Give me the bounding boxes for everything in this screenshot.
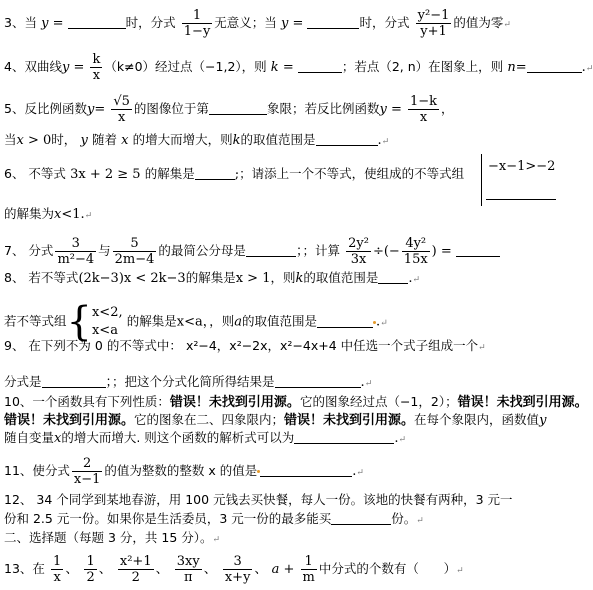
blank[interactable] <box>316 145 378 146</box>
blank[interactable] <box>331 524 391 525</box>
fraction: $\frac{\text{2y²}}{3x}$ <box>348 236 369 267</box>
blank[interactable] <box>378 283 408 284</box>
fraction: $\frac{\text{x²+1}}{2}$ <box>119 554 152 585</box>
question-6-line-2: 的解集为x<1.↵ <box>4 206 93 222</box>
blank[interactable] <box>195 179 235 180</box>
question-8-line-2: 若不等式组{ x<2, x<a 的解集是x<a，，则a的取值范围是 .↵ <box>4 299 388 345</box>
system-inequality-1: −x−1>−2 <box>488 159 556 174</box>
question-9-line-2: 分式是 ；；把这个分式化简所得结果是 .↵ <box>4 374 373 390</box>
question-13: 13、在 $\frac{1}{x}$ 、 $\frac{1}{2}$ 、 $\frac{\text{x²+1}}{2}$ 、 $\frac{3xy}{\pi}$ 、 $\frac{3}{x+y}$ 、 a + $\frac{1}{m}$ 中分式的个数有（ ）↵ <box>4 554 464 585</box>
blank[interactable] <box>527 72 582 73</box>
question-9: 9、 在下列不为 0 的不等式中： x²−4，x²−2x，x²−4x+4 中任选一个式子组成一个↵ <box>4 338 486 353</box>
question-8: 8、 若不等式(2k−3)x < 2k−3的解集是x > 1，则k的取值范围是 .↵ <box>4 270 421 286</box>
question-5: 5、反比例函数y= $\frac{√5}{x}$ 的图像位于第 象限；若反比例函数y = $\frac{1-k}{x}$ ， <box>4 94 454 125</box>
blank[interactable] <box>42 387 106 388</box>
fraction: $\frac{1}{2}$ <box>86 554 95 585</box>
question-10-line-2: 错误！未找到引用源。它的图象在二、四象限内；错误！未找到引用源。在每个象限内，函数值y <box>4 412 547 428</box>
fraction: $\frac{3}{\text{m²−4}}$ <box>57 236 95 267</box>
question-10-line-3: 随自变量x的增大而增大. 则这个函数的解析式可以为 .↵ <box>4 430 406 446</box>
question-12-line-2: 份和 2.5 元一份。如果你是生活委员，3 元一份的最多能买 份。↵ <box>4 511 424 526</box>
blank[interactable] <box>260 476 352 477</box>
blank[interactable] <box>275 387 361 388</box>
blank[interactable] <box>317 327 373 328</box>
fraction: $\frac{1}{x}$ <box>53 554 62 585</box>
fraction: $\frac{\text{y²−1}}{y+1}$ <box>417 8 450 39</box>
blank[interactable] <box>209 114 267 115</box>
inequality-system-brace <box>481 154 482 206</box>
question-6: 6、 不等式 3x + 2 ≥ 5 的解集是 ;；请添上一个不等式，使组成的不等式组 <box>4 166 465 182</box>
question-3: 3、当 y = 时，分式 $\frac{1}{1-y}$ 无意义；当 y = 时，分式 $\frac{\text{y²−1}}{y+1}$ 的值为零↵ <box>4 8 511 39</box>
question-11: 11、使分式 $\frac{2}{x-1}$ 的值为整数的整数 x 的值是 .↵ <box>4 456 364 487</box>
blank[interactable] <box>68 28 126 29</box>
fraction: $\frac{√5}{x}$ <box>113 94 130 125</box>
fraction: $\frac{\text{4y²}}{15x}$ <box>403 236 428 267</box>
blank[interactable] <box>246 256 296 257</box>
question-4: 4、双曲线y = $\frac{k}{x}$ （k≠0）经过点（−1,2），则 k = ；若点（2, n）在图象上，则 n= .↵ <box>4 52 593 83</box>
fraction: $\frac{1}{m}$ <box>302 554 315 585</box>
question-7: 7、 分式 $\frac{3}{\text{m²−4}}$ 与 $\frac{5}{2m-4}$ 的最简公分母是 ；；计算 $\frac{\text{2y²}}{3x}$ ÷(− $\frac{\text{4y²}}{15x}$ ) = <box>4 236 500 267</box>
question-10: 10、一个函数具有下列性质：错误！未找到引用源。它的图象经过点（−1，2）；错误！未找到引用源。 <box>4 394 588 410</box>
fraction: $\frac{1}{1-y}$ <box>183 8 211 39</box>
fraction: $\frac{k}{x}$ <box>92 52 101 83</box>
fraction: $\frac{3xy}{\pi}$ <box>176 554 200 585</box>
blank[interactable] <box>307 28 359 29</box>
fraction: $\frac{3}{x+y}$ <box>224 554 251 585</box>
blank[interactable] <box>456 256 500 257</box>
blank[interactable] <box>486 198 556 200</box>
blank[interactable] <box>298 72 342 73</box>
question-12: 12、 34 个同学到某地春游，用 100 元钱去买快餐，每人一份。该地的快餐有两种，3 元一 <box>4 492 513 507</box>
question-5-line-2: 当x > 0时， y 随着 x 的增大而增大，则k的取值范围是 .↵ <box>4 132 390 148</box>
fraction: $\frac{5}{2m-4}$ <box>114 236 155 267</box>
blank[interactable] <box>294 443 394 444</box>
fraction: $\frac{2}{x-1}$ <box>73 456 101 487</box>
section-2-heading: 二、选择题（每题 3 分，共 15 分）。↵ <box>4 530 221 545</box>
fraction: $\frac{1-k}{x}$ <box>409 94 438 125</box>
